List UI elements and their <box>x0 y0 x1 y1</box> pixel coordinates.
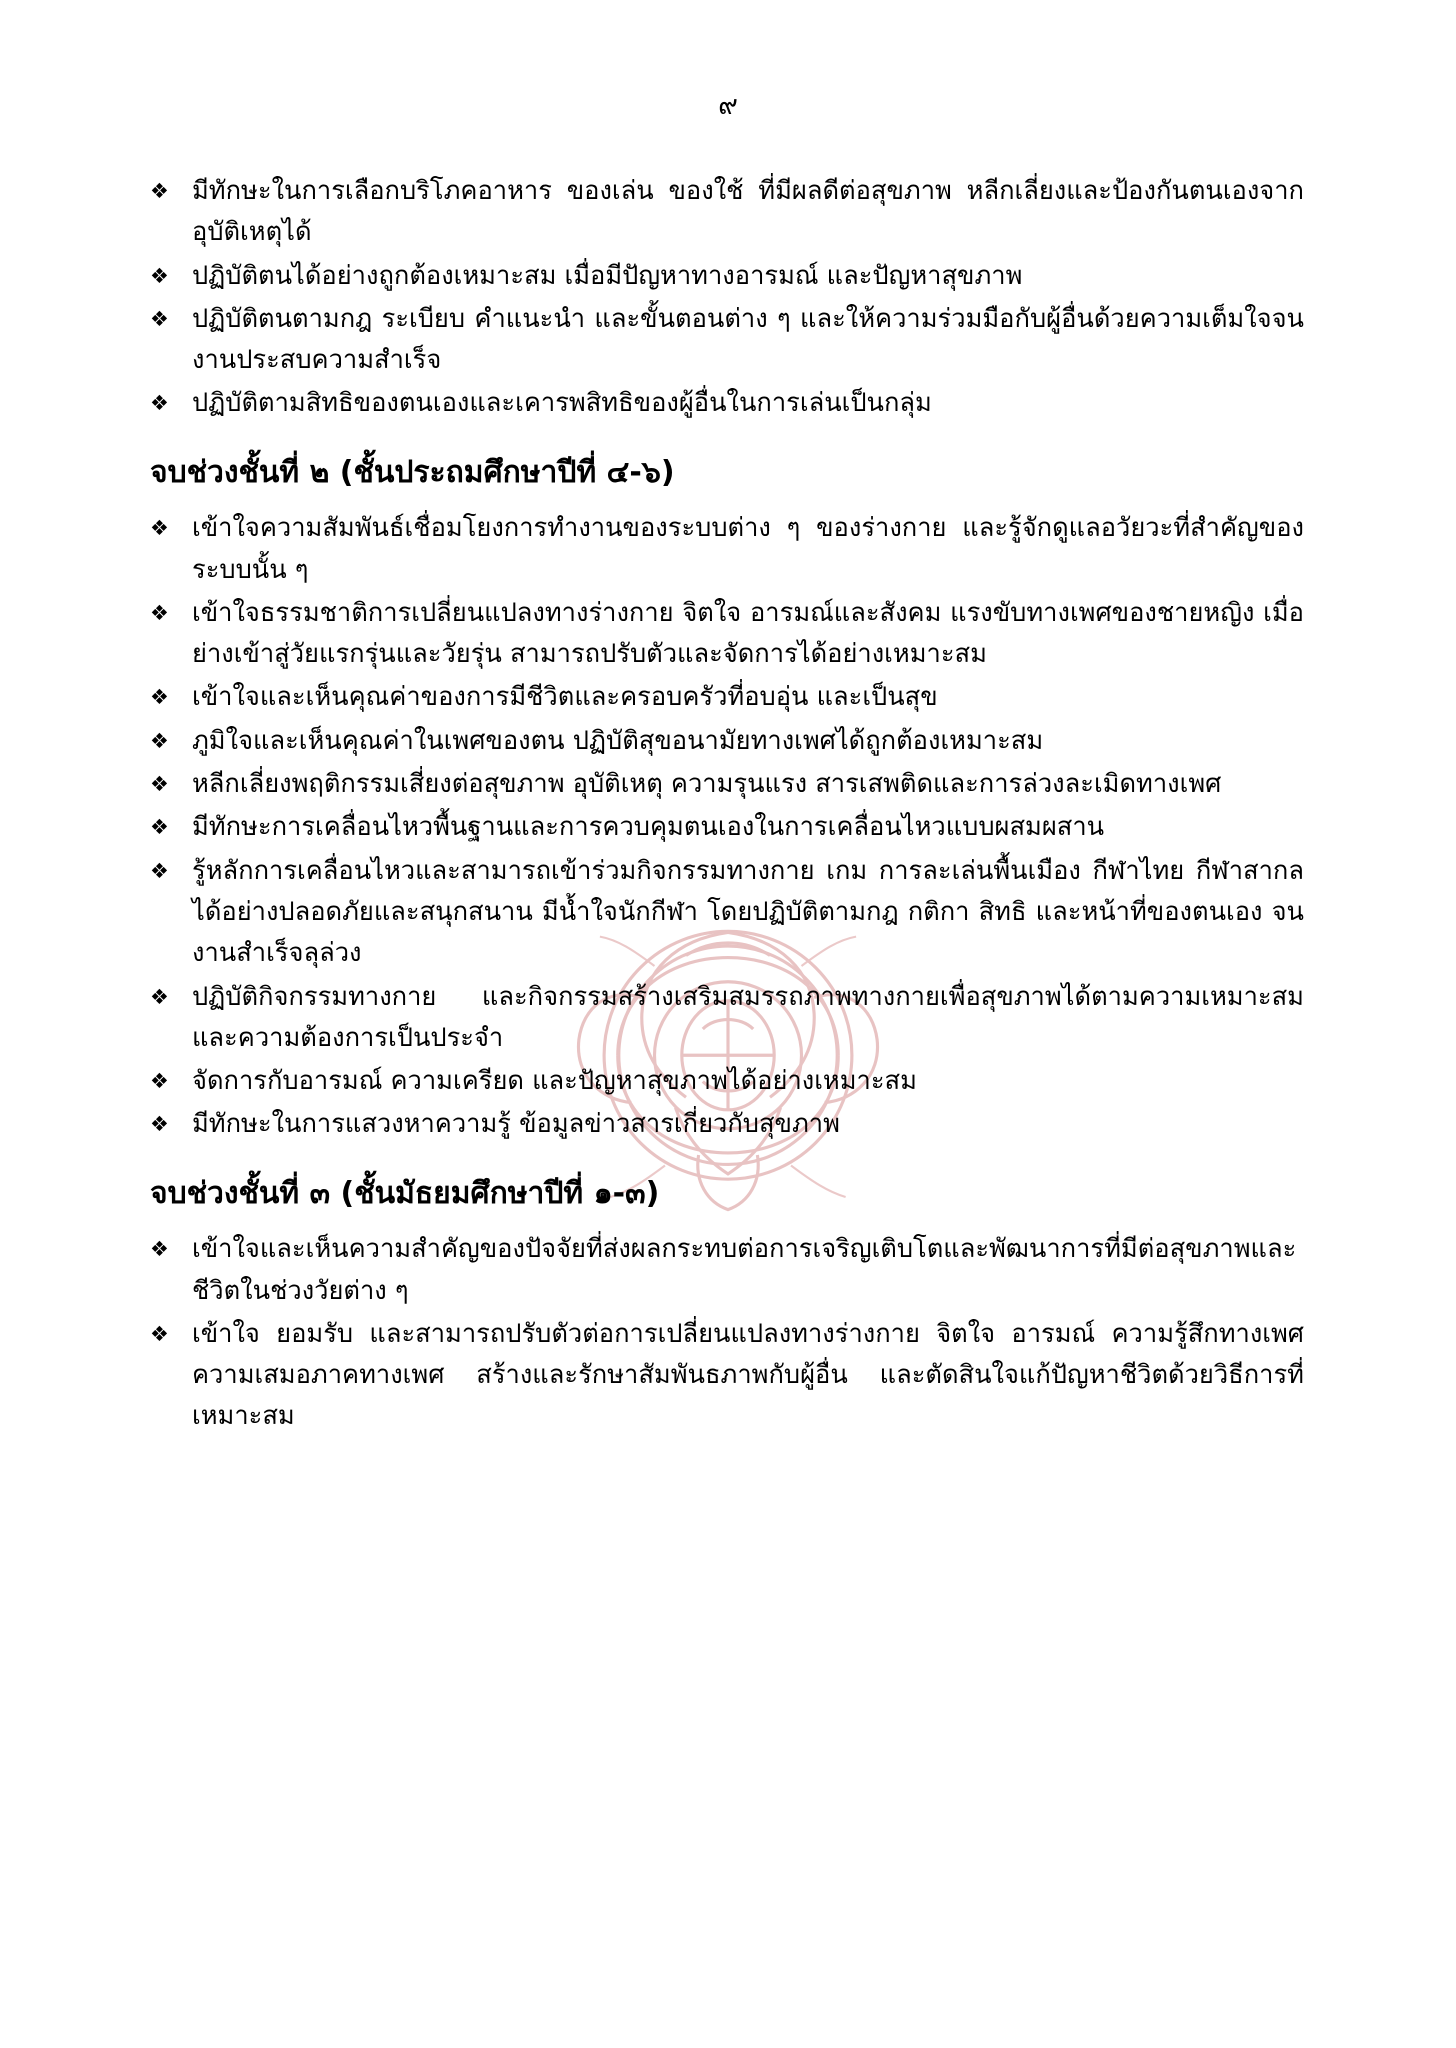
bullet-icon: ❖ <box>150 772 169 797</box>
list-item-text: เข้าใจความสัมพันธ์เชื่อมโยงการทำงานของระบบต่าง ๆ ของร่างกาย และรู้จักดูแลอวัยวะที่สำคัญของระบบนั้น ๆ <box>192 513 1304 585</box>
bullet-list-2 <box>150 508 1304 1145</box>
list-item <box>150 1314 1304 1438</box>
page-number: ๙ <box>718 90 738 121</box>
list-item <box>150 721 1304 762</box>
bullet-icon: ❖ <box>150 815 169 840</box>
list-item <box>150 851 1304 975</box>
list-item <box>150 508 1304 591</box>
bullet-icon: ❖ <box>150 1112 169 1137</box>
bullet-icon: ❖ <box>150 391 169 416</box>
bullet-icon: ❖ <box>150 600 169 625</box>
bullet-icon: ❖ <box>150 984 169 1009</box>
list-item <box>150 593 1304 676</box>
list-item-text: ปฏิบัติตามสิทธิของตนเองและเคารพสิทธิของผู้อื่นในการเล่นเป็นกลุ่ม <box>192 388 932 419</box>
bullet-icon: ❖ <box>150 306 169 331</box>
list-item-text: รู้หลักการเคลื่อนไหวและสามารถเข้าร่วมกิจกรรมทางกาย เกม การละเล่นพื้นเมือง กีฬาไทย กีฬาสากลได้อย่างปลอดภัยและสนุกสนาน มีน้ำใจนักกีฬา โดยปฏิบัติตามกฎ กติกา สิทธิ และหน้าที่ของตนเอง จนงานสำเร็จลุล่วง <box>192 855 1304 969</box>
list-item <box>150 299 1304 382</box>
list-item-text: เข้าใจและเห็นคุณค่าของการมีชีวิตและครอบครัวที่อบอุ่น และเป็นสุข <box>192 682 938 713</box>
list-item-text: เข้าใจและเห็นความสำคัญของปัจจัยที่ส่งผลกระทบต่อการเจริญเติบโตและพัฒนาการที่มีต่อสุขภาพและชีวิตในช่วงวัยต่าง ๆ <box>192 1234 1297 1306</box>
list-item-text: มีทักษะในการแสวงหาความรู้ ข้อมูลข่าวสารเกี่ยวกับสุขภาพ <box>192 1109 840 1140</box>
list-item <box>150 1104 1304 1145</box>
list-item-text: มีทักษะการเคลื่อนไหวพื้นฐานและการควบคุมตนเองในการเคลื่อนไหวแบบผสมผสาน <box>192 812 1105 843</box>
document-body <box>150 119 1304 1438</box>
bullet-icon: ❖ <box>150 263 169 288</box>
bullet-icon: ❖ <box>150 1069 169 1094</box>
list-item-text: เข้าใจ ยอมรับ และสามารถปรับตัวต่อการเปลี่ยนแปลงทางร่างกาย จิตใจ อารมณ์ ความรู้สึกทางเพศ ความเสมอภาคทางเพศ สร้างและรักษาสัมพันธภาพกับผู้อื่น และตัดสินใจแก้ปัญหาชีวิตด้วยวิธีการที่เหมาะสม <box>192 1318 1304 1432</box>
section-heading-level-2: จบช่วงชั้นที่ ๒ (ชั้นประถมศึกษาปีที่ ๔-๖) <box>150 454 675 490</box>
bullet-icon: ❖ <box>150 1321 169 1346</box>
list-item <box>150 807 1304 848</box>
bullet-icon: ❖ <box>150 179 169 203</box>
list-item-text: เข้าใจธรรมชาติการเปลี่ยนแปลงทางร่างกาย จิตใจ อารมณ์และสังคม แรงขับทางเพศของชายหญิง เมื่อย่างเข้าสู่วัยแรกรุ่นและวัยรุ่น สามารถปรับตัวและจัดการได้อย่างเหมาะสม <box>192 597 1304 670</box>
bullet-list-3 <box>150 1229 1304 1437</box>
list-item <box>150 764 1304 805</box>
list-item-text: ปฏิบัติตนตามกฎ ระเบียบ คำแนะนำ และขั้นตอนต่าง ๆ และให้ความร่วมมือกับผู้อื่นด้วยความเต็มใจจนงานประสบความสำเร็จ <box>192 303 1304 376</box>
list-item <box>150 256 1304 297</box>
bullet-icon: ❖ <box>150 858 169 883</box>
list-item <box>150 383 1304 424</box>
list-item-text: มีทักษะในการเลือกบริโภคอาหาร ของเล่น ของใช้ ที่มีผลดีต่อสุขภาพ หลีกเลี่ยงและป้องกันตนเองจากอุบัติเหตุได้ <box>192 176 1304 248</box>
list-item-text: หลีกเลี่ยงพฤติกรรมเสี่ยงต่อสุขภาพ อุบัติเหตุ ความรุนแรง สารเสพติดและการล่วงละเมิดทางเพศ <box>192 769 1222 800</box>
bullet-icon: ❖ <box>150 685 169 710</box>
list-item <box>150 1229 1304 1312</box>
list-item-text: ปฏิบัติกิจกรรมทางกาย และกิจกรรมสร้างเสริมสมรรถภาพทางกายเพื่อสุขภาพได้ตามความเหมาะสมและความต้องการเป็นประจำ <box>192 981 1304 1053</box>
list-item <box>150 171 1304 254</box>
list-item <box>150 977 1304 1060</box>
list-item <box>150 677 1304 718</box>
list-item-text: ภูมิใจและเห็นคุณค่าในเพศของตน ปฏิบัติสุขอนามัยทางเพศได้ถูกต้องเหมาะสม <box>192 725 1044 756</box>
bullet-icon: ❖ <box>150 1237 169 1262</box>
bullet-icon: ❖ <box>150 728 169 753</box>
section-heading-level-3: จบช่วงชั้นที่ ๓ (ชั้นมัธยมศึกษาปีที่ ๑-๓) <box>150 1175 660 1211</box>
list-item-text: จัดการกับอารมณ์ ความเครียด และปัญหาสุขภาพได้อย่างเหมาะสม <box>192 1066 917 1097</box>
list-item <box>150 1061 1304 1102</box>
list-item-text: ปฏิบัติตนได้อย่างถูกต้องเหมาะสม เมื่อมีปัญหาทางอารมณ์ และปัญหาสุขภาพ <box>192 260 1023 291</box>
bullet-list-1 <box>150 171 1304 425</box>
bullet-icon: ❖ <box>150 516 169 541</box>
